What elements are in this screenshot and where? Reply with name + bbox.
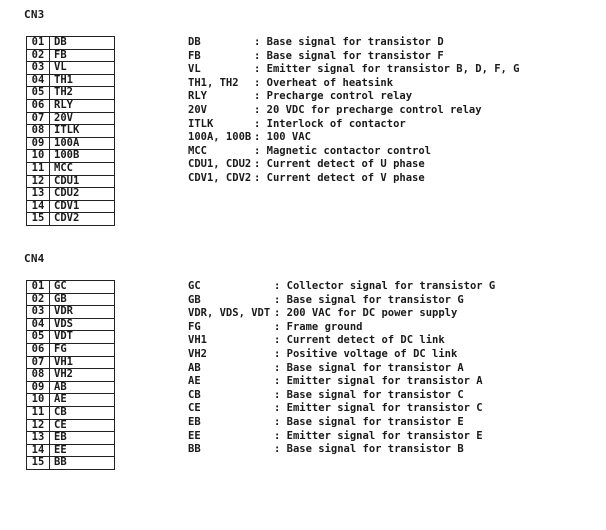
legend-term: ITLK bbox=[188, 117, 214, 130]
pin-number: 08 bbox=[27, 125, 50, 138]
legend-description: : Magnetic contactor control bbox=[254, 144, 432, 157]
legend-entry bbox=[188, 50, 520, 64]
legend-entry bbox=[188, 430, 495, 444]
pin-row bbox=[27, 62, 115, 75]
cn3-pin-rows bbox=[27, 37, 115, 226]
legend-entry bbox=[188, 294, 495, 308]
legend-entry bbox=[188, 334, 495, 348]
legend-term: DB bbox=[188, 36, 201, 48]
legend-entry bbox=[188, 77, 520, 91]
legend-term: VH2 bbox=[188, 347, 207, 360]
legend-description: : Current detect of DC link bbox=[274, 334, 445, 347]
pin-signal: AE bbox=[50, 394, 115, 407]
legend-entry bbox=[188, 280, 495, 294]
legend-description: : Emitter signal for transistor C bbox=[274, 402, 483, 415]
pin-row bbox=[27, 188, 115, 201]
cn3-pin-table bbox=[26, 36, 115, 226]
legend-entry bbox=[188, 443, 495, 457]
legend-term: GC bbox=[188, 280, 201, 292]
pin-number: 15 bbox=[27, 457, 50, 470]
pin-row bbox=[27, 137, 115, 150]
pin-signal: CB bbox=[50, 406, 115, 419]
cn4-heading: CN4 bbox=[24, 252, 45, 265]
legend-entry bbox=[188, 307, 495, 321]
legend-description: : Emitter signal for transistor B, D, F, G bbox=[254, 63, 520, 76]
legend-term: EB bbox=[188, 415, 201, 428]
pin-number: 14 bbox=[27, 200, 50, 213]
legend-description: : Emitter signal for transistor E bbox=[274, 429, 483, 442]
legend-term: GB bbox=[188, 293, 201, 306]
legend-entry bbox=[188, 131, 520, 145]
pin-signal: VDS bbox=[50, 318, 115, 331]
pin-signal: GB bbox=[50, 293, 115, 306]
legend-term: VDR, VDS, VDT bbox=[188, 307, 271, 320]
legend-description: : Positive voltage of DC link bbox=[274, 347, 458, 360]
pin-number: 05 bbox=[27, 87, 50, 100]
pin-row bbox=[27, 432, 115, 445]
legend-description: : 100 VAC bbox=[254, 131, 311, 144]
pin-signal: EE bbox=[50, 444, 115, 457]
pin-signal: 100B bbox=[50, 150, 115, 163]
pin-number: 15 bbox=[27, 213, 50, 226]
pin-row bbox=[27, 356, 115, 369]
pin-number: 13 bbox=[27, 188, 50, 201]
pin-signal: ITLK bbox=[50, 125, 115, 138]
legend-entry bbox=[188, 362, 495, 376]
pin-signal: EB bbox=[50, 432, 115, 445]
legend-term: AB bbox=[188, 361, 201, 374]
cn3-heading: CN3 bbox=[24, 8, 45, 21]
legend-description: : Base signal for transistor G bbox=[274, 293, 464, 306]
legend-term: RLY bbox=[188, 90, 207, 103]
pin-signal: TH2 bbox=[50, 87, 115, 100]
pin-signal: VH1 bbox=[50, 356, 115, 369]
legend-description: : Overheat of heatsink bbox=[254, 76, 394, 89]
pin-row bbox=[27, 125, 115, 138]
legend-term: MCC bbox=[188, 144, 207, 157]
legend-entry bbox=[188, 90, 520, 104]
pin-signal: CDU1 bbox=[50, 175, 115, 188]
pin-number: 05 bbox=[27, 331, 50, 344]
pin-number: 10 bbox=[27, 394, 50, 407]
pin-signal: AB bbox=[50, 381, 115, 394]
pin-signal: VDT bbox=[50, 331, 115, 344]
pin-signal: VL bbox=[50, 62, 115, 75]
pin-row bbox=[27, 293, 115, 306]
pin-number: 11 bbox=[27, 162, 50, 175]
pin-signal: TH1 bbox=[50, 74, 115, 87]
pin-signal: 20V bbox=[50, 112, 115, 125]
legend-entry bbox=[188, 36, 520, 50]
pin-row bbox=[27, 281, 115, 294]
pin-row bbox=[27, 318, 115, 331]
legend-term: CDU1, CDU2 bbox=[188, 158, 252, 171]
pin-row bbox=[27, 444, 115, 457]
pin-row bbox=[27, 37, 115, 50]
pin-number: 01 bbox=[27, 37, 50, 50]
pin-signal: CE bbox=[50, 419, 115, 432]
pin-row bbox=[27, 419, 115, 432]
pin-signal: FB bbox=[50, 49, 115, 62]
pin-number: 02 bbox=[27, 49, 50, 62]
pin-number: 03 bbox=[27, 62, 50, 75]
pin-number: 07 bbox=[27, 112, 50, 125]
legend-term: AE bbox=[188, 375, 201, 388]
pin-number: 08 bbox=[27, 369, 50, 382]
pin-signal: 100A bbox=[50, 137, 115, 150]
pin-row bbox=[27, 49, 115, 62]
legend-description: : Current detect of U phase bbox=[254, 158, 425, 171]
pin-row bbox=[27, 74, 115, 87]
pin-row bbox=[27, 369, 115, 382]
pin-number: 10 bbox=[27, 150, 50, 163]
pin-signal: FG bbox=[50, 343, 115, 356]
pin-number: 06 bbox=[27, 99, 50, 112]
legend-entry bbox=[188, 104, 520, 118]
legend-entry bbox=[188, 172, 520, 186]
pin-row bbox=[27, 200, 115, 213]
pin-number: 03 bbox=[27, 306, 50, 319]
pin-number: 07 bbox=[27, 356, 50, 369]
cn4-pin-table bbox=[26, 280, 115, 470]
legend-description: : Base signal for transistor A bbox=[274, 361, 464, 374]
pin-signal: VDR bbox=[50, 306, 115, 319]
pin-signal: MCC bbox=[50, 162, 115, 175]
legend-entry bbox=[188, 63, 520, 77]
legend-term: CB bbox=[188, 388, 201, 401]
legend-entry bbox=[188, 348, 495, 362]
legend-term: FB bbox=[188, 49, 201, 62]
pin-number: 09 bbox=[27, 137, 50, 150]
pin-number: 01 bbox=[27, 281, 50, 294]
legend-entry bbox=[188, 416, 495, 430]
legend-description: : Emitter signal for transistor A bbox=[274, 375, 483, 388]
legend-description: : 20 VDC for precharge control relay bbox=[254, 103, 482, 116]
pin-number: 06 bbox=[27, 343, 50, 356]
legend-term: 100A, 100B bbox=[188, 131, 252, 144]
legend-term: VH1 bbox=[188, 334, 207, 347]
pin-row bbox=[27, 343, 115, 356]
legend-term: BB bbox=[188, 443, 201, 456]
legend-entry bbox=[188, 118, 520, 132]
pin-number: 02 bbox=[27, 293, 50, 306]
legend-entry bbox=[188, 375, 495, 389]
pin-number: 04 bbox=[27, 318, 50, 331]
legend-description: : Base signal for transistor C bbox=[274, 388, 464, 401]
pin-signal: VH2 bbox=[50, 369, 115, 382]
legend-entry bbox=[188, 389, 495, 403]
pin-signal: CDV2 bbox=[50, 213, 115, 226]
cn4-pin-rows bbox=[27, 281, 115, 470]
pin-number: 11 bbox=[27, 406, 50, 419]
legend-term: FG bbox=[188, 320, 201, 333]
pin-row bbox=[27, 162, 115, 175]
legend-description: : Interlock of contactor bbox=[254, 117, 406, 130]
pin-signal: RLY bbox=[50, 99, 115, 112]
pin-number: 13 bbox=[27, 432, 50, 445]
legend-term: CDV1, CDV2 bbox=[188, 171, 252, 184]
pin-signal: BB bbox=[50, 457, 115, 470]
legend-description: : Collector signal for transistor G bbox=[274, 280, 496, 292]
pin-row bbox=[27, 331, 115, 344]
pin-signal: CDV1 bbox=[50, 200, 115, 213]
legend-term: EE bbox=[188, 429, 201, 442]
pin-number: 09 bbox=[27, 381, 50, 394]
legend-term: VL bbox=[188, 63, 201, 76]
legend-description: : Base signal for transistor B bbox=[274, 443, 464, 456]
pin-number: 14 bbox=[27, 444, 50, 457]
legend-entry bbox=[188, 321, 495, 335]
legend-entry bbox=[188, 145, 520, 159]
pin-row bbox=[27, 99, 115, 112]
pin-row bbox=[27, 394, 115, 407]
legend-description: : Current detect of V phase bbox=[254, 171, 425, 184]
legend-description: : Base signal for transistor D bbox=[254, 36, 444, 48]
legend-entry bbox=[188, 402, 495, 416]
pin-number: 04 bbox=[27, 74, 50, 87]
pin-row bbox=[27, 381, 115, 394]
legend-description: : Base signal for transistor F bbox=[254, 49, 444, 62]
legend-description: : 200 VAC for DC power supply bbox=[274, 307, 458, 320]
legend-description: : Base signal for transistor E bbox=[274, 415, 464, 428]
pin-row bbox=[27, 406, 115, 419]
cn3-legend bbox=[188, 36, 520, 186]
legend-term: CE bbox=[188, 402, 201, 415]
pin-row bbox=[27, 175, 115, 188]
legend-entry bbox=[188, 158, 520, 172]
pin-row bbox=[27, 457, 115, 470]
pin-signal: GC bbox=[50, 281, 115, 294]
legend-term: TH1, TH2 bbox=[188, 76, 239, 89]
pin-signal: CDU2 bbox=[50, 188, 115, 201]
legend-description: : Frame ground bbox=[274, 320, 363, 333]
pin-row bbox=[27, 112, 115, 125]
pin-row bbox=[27, 306, 115, 319]
pin-row bbox=[27, 87, 115, 100]
pin-row bbox=[27, 213, 115, 226]
pin-number: 12 bbox=[27, 419, 50, 432]
pin-number: 12 bbox=[27, 175, 50, 188]
cn4-legend bbox=[188, 280, 495, 457]
pin-row bbox=[27, 150, 115, 163]
legend-description: : Precharge control relay bbox=[254, 90, 413, 103]
pin-signal: DB bbox=[50, 37, 115, 50]
legend-term: 20V bbox=[188, 103, 207, 116]
